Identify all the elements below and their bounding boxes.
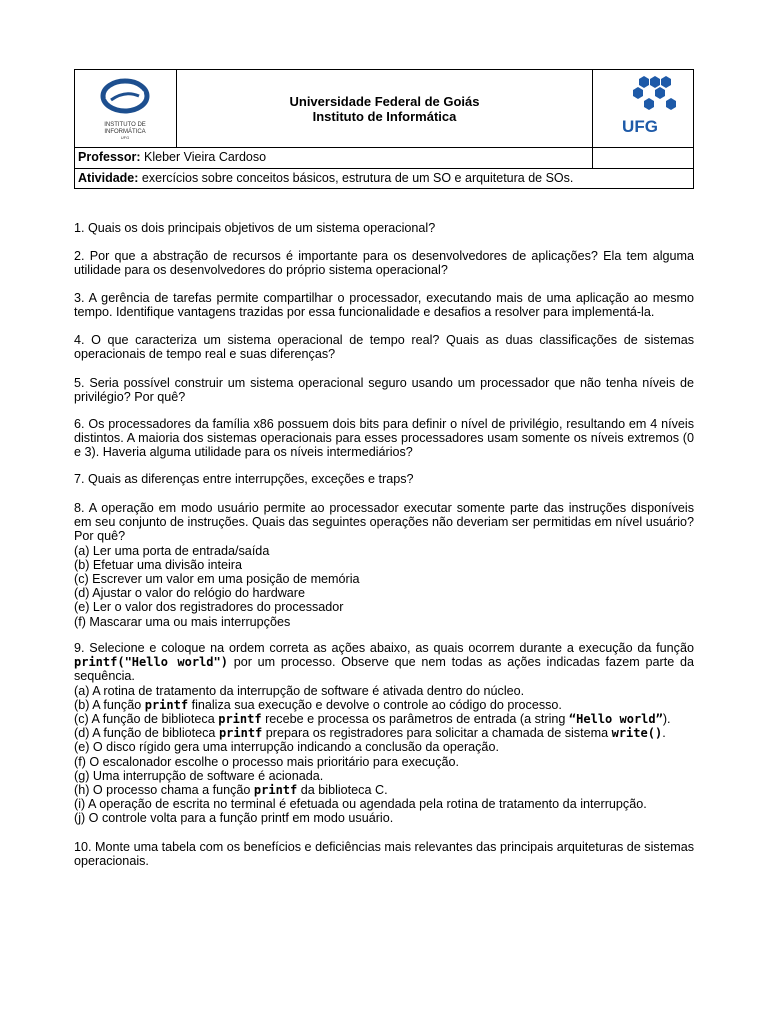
ufg-logo-text: UFG [622,117,658,136]
question-9-option-h: (h) O processo chama a função printf da biblioteca C. [74,783,388,798]
logo-line-2: INFORMÁTICA [104,129,146,135]
logo-line-3: UFG [120,135,130,140]
university-name: Universidade Federal de Goiás [289,93,480,109]
question-8-option: (f) Mascarar uma ou mais interrupções [74,614,291,629]
question-8-text: 8. A operação em modo usuário permite ao processador executar somente parte das instruções disponíveis em seu conjunto de instruções. Quais das seguintes operações não deveriam ser permitidas em nível usuário? Por quê? [74,501,694,544]
institute-name: Instituto de Informática [312,108,457,124]
question-9-code: printf("Hello world") [74,655,228,670]
question-8-option: (b) Efetuar uma divisão inteira [74,557,242,572]
question-8-option: (a) Ler uma porta de entrada/saída [74,543,270,558]
question-6: 6. Os processadores da família x86 possuem dois bits para definir o nível de privilégio, resultando em 4 níveis distintos. A maioria dos sistemas operacionais para esses processadores usam somente os níveis extremos (0 e 3). Haveria alguma utilidade para os níveis intermediários? [74,417,694,460]
professor-label: Professor: [78,150,141,164]
ufg-logo [593,70,693,147]
question-1: 1. Quais os dois principais objetivos de um sistema operacional? [74,221,436,235]
question-4: 4. O que caracteriza um sistema operacional de tempo real? Quais as duas classificações de sistemas operacionais de tempo real e suas diferenças? [74,333,694,362]
question-9-intro-a: 9. Selecione e coloque na ordem correta as ações abaixo, as quais ocorrem durante a execução da função [74,641,694,655]
question-2: 2. Por que a abstração de recursos é importante para os desenvolvedores de aplicações? Ela tem alguma utilidade para os desenvolvedores do próprio sistema operacional? [74,249,694,278]
question-3: 3. A gerência de tarefas permite compartilhar o processador, executando mais de uma aplicação ao mesmo tempo. Identifique vantagens trazidas por essa funcionalidade e desafios a resolver para implementá-la. [74,291,694,320]
question-9-option-g: (g) Uma interrupção de software é acionada. [74,768,324,783]
professor-name: Kleber Vieira Cardoso [144,150,267,164]
professor-row [75,147,693,168]
question-7: 7. Quais as diferenças entre interrupções, exceções e traps? [74,472,414,486]
question-8-option: (d) Ajustar o valor do relógio do hardware [74,586,306,601]
question-9-option-c: (c) A função de biblioteca printf recebe e processa os parâmetros de entrada (a string “Hello world”). [74,712,671,727]
question-9-intro-b: por um processo. Observe que nem todas as ações indicadas fazem parte da sequência. [74,655,695,684]
question-10: 10. Monte uma tabela com os benefícios e deficiências mais relevantes das principais arquiteturas de sistemas operacionais. [74,840,694,869]
question-9-option-i: (i) A operação de escrita no terminal é efetuada ou agendada pela rotina de tratamento da interrupção. [74,797,647,812]
activity-row [75,168,693,189]
question-5: 5. Seria possível construir um sistema operacional seguro usando um processador que não tenha níveis de privilégio? Por quê? [74,376,694,405]
question-9-option-d: (d) A função de biblioteca printf prepara os registradores para solicitar a chamada de sistema write(). [74,726,666,741]
question-9 [74,641,694,826]
header-table [74,69,694,189]
ufg-logo-cell [592,70,693,147]
question-9-option-a: (a) A rotina de tratamento da interrupção de software é ativada dentro do núcleo. [74,683,525,698]
question-9-option-b: (b) A função printf finaliza sua execução e devolve o controle ao código do processo. [74,697,562,712]
question-9-option-j: (j) O controle volta para a função printf em modo usuário. [74,811,394,826]
institute-logo-cell [75,70,177,147]
question-8-option: (e) Ler o valor dos registradores do processador [74,600,344,615]
activity-text: exercícios sobre conceitos básicos, estrutura de um SO e arquitetura de SOs. [141,171,574,185]
question-9-text [74,641,694,684]
header-title [177,70,592,147]
question-8 [74,501,694,629]
activity-label: Atividade: [78,171,139,185]
question-9-option-f: (f) O escalonador escolhe o processo mais prioritário para execução. [74,754,459,769]
question-8-option: (c) Escrever um valor em uma posição de memória [74,572,360,587]
logo-line-1: INSTITUTO DE [104,122,146,128]
institute-logo [75,70,176,147]
question-9-option-e: (e) O disco rígido gera uma interrupção indicando a conclusão da operação. [74,740,499,755]
